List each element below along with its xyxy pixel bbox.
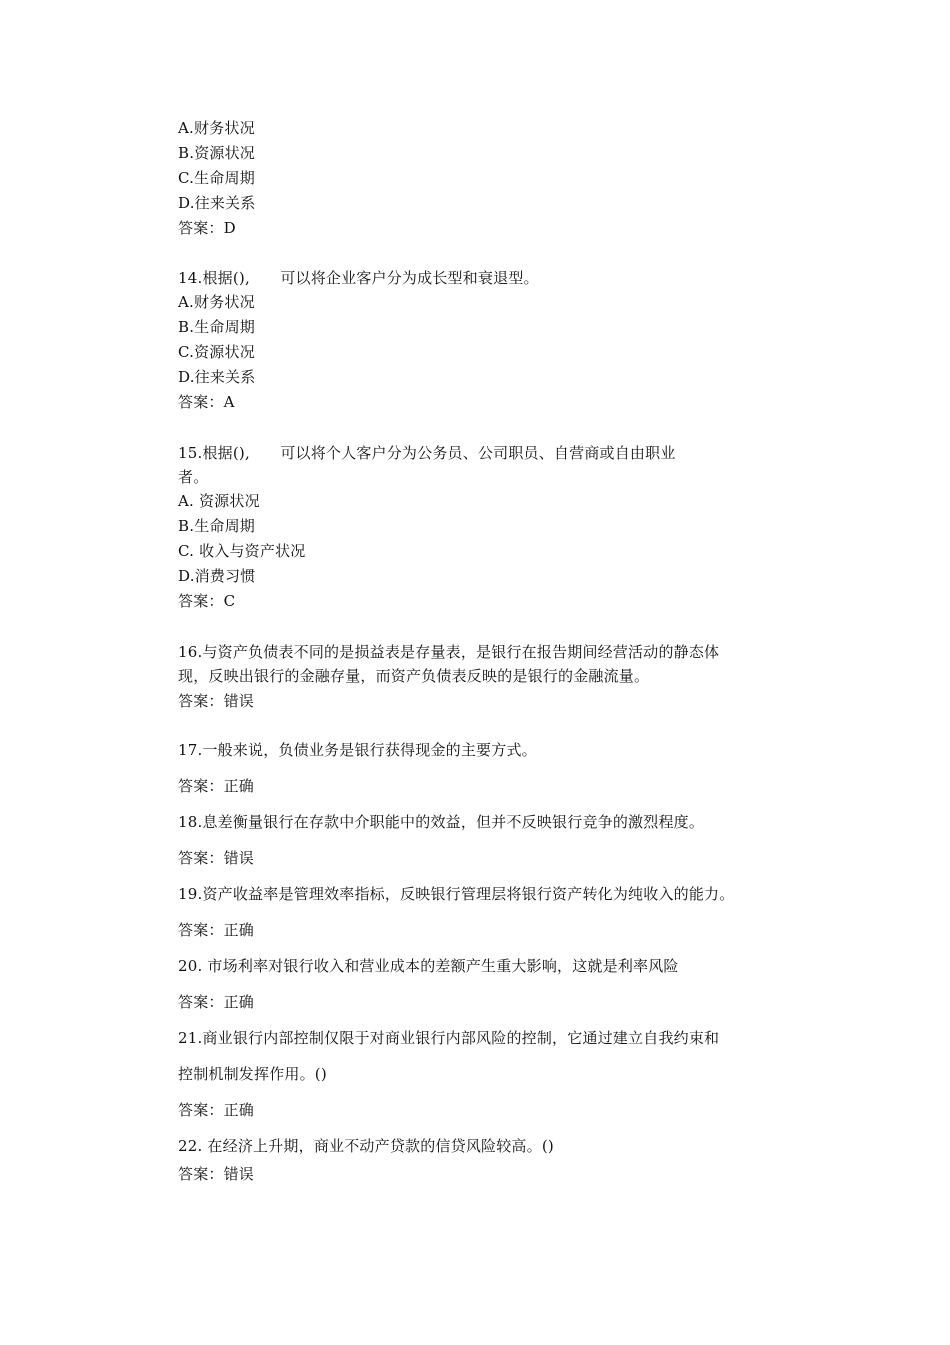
q21-answer: 答案：正确 [178,1101,255,1119]
q15-option-b: B.生命周期 [178,517,255,535]
q13-option-a: A.财务状况 [178,119,255,137]
q17-answer: 答案：正确 [178,777,255,795]
q18-answer: 答案：错误 [178,849,255,867]
q14-answer: 答案：A [178,393,235,411]
q19-answer: 答案：正确 [178,921,255,939]
q16-answer: 答案：错误 [178,692,255,710]
q14-option-d: D.往来关系 [178,368,256,386]
q21-question-line-2: 控制机制发挥作用。() [178,1065,327,1083]
q13-option-b: B.资源状况 [178,144,255,162]
q18-question: 18.息差衡量银行在存款中介职能中的效益，但并不反映银行竞争的激烈程度。 [178,813,705,831]
q14-option-b: B.生命周期 [178,318,255,336]
q17-question: 17.一般来说，负债业务是银行获得现金的主要方式。 [178,741,537,759]
q15-option-c: C. 收入与资产状况 [178,542,306,560]
q20-answer: 答案：正确 [178,993,255,1011]
q16-question-line-2: 现，反映出银行的金融存量，而资产负债表反映的是银行的金融流量。 [178,667,650,685]
q13-answer: 答案：D [178,219,236,237]
q14-option-c: C.资源状况 [178,343,255,361]
q20-question: 20. 市场利率对银行收入和营业成本的差额产生重大影响，这就是利率风险 [178,957,679,975]
q21-question-line-1: 21.商业银行内部控制仅限于对商业银行内部风险的控制，它通过建立自我约束和 [178,1029,720,1047]
q15-question-line-1: 15.根据(), 可以将个人客户分为公务员、公司职员、自营商或自由职业 [178,444,676,462]
q15-option-d: D.消费习惯 [178,567,256,585]
q19-question: 19.资产收益率是管理效率指标，反映银行管理层将银行资产转化为纯收入的能力。 [178,885,735,903]
q15-answer: 答案：C [178,592,236,610]
q14-option-a: A.财务状况 [178,293,255,311]
q13-option-d: D.往来关系 [178,194,256,212]
q22-answer: 答案：错误 [178,1165,255,1183]
q22-question: 22. 在经济上升期，商业不动产贷款的信贷风险较高。() [178,1137,554,1155]
q13-option-c: C.生命周期 [178,169,255,187]
q16-question-line-1: 16.与资产负债表不同的是损益表是存量表，是银行在报告期间经营活动的静态体 [178,643,720,661]
q14-question: 14.根据(), 可以将企业客户分为成长型和衰退型。 [178,269,539,287]
q15-option-a: A. 资源状况 [178,492,260,510]
q15-question-line-2: 者。 [178,468,209,486]
